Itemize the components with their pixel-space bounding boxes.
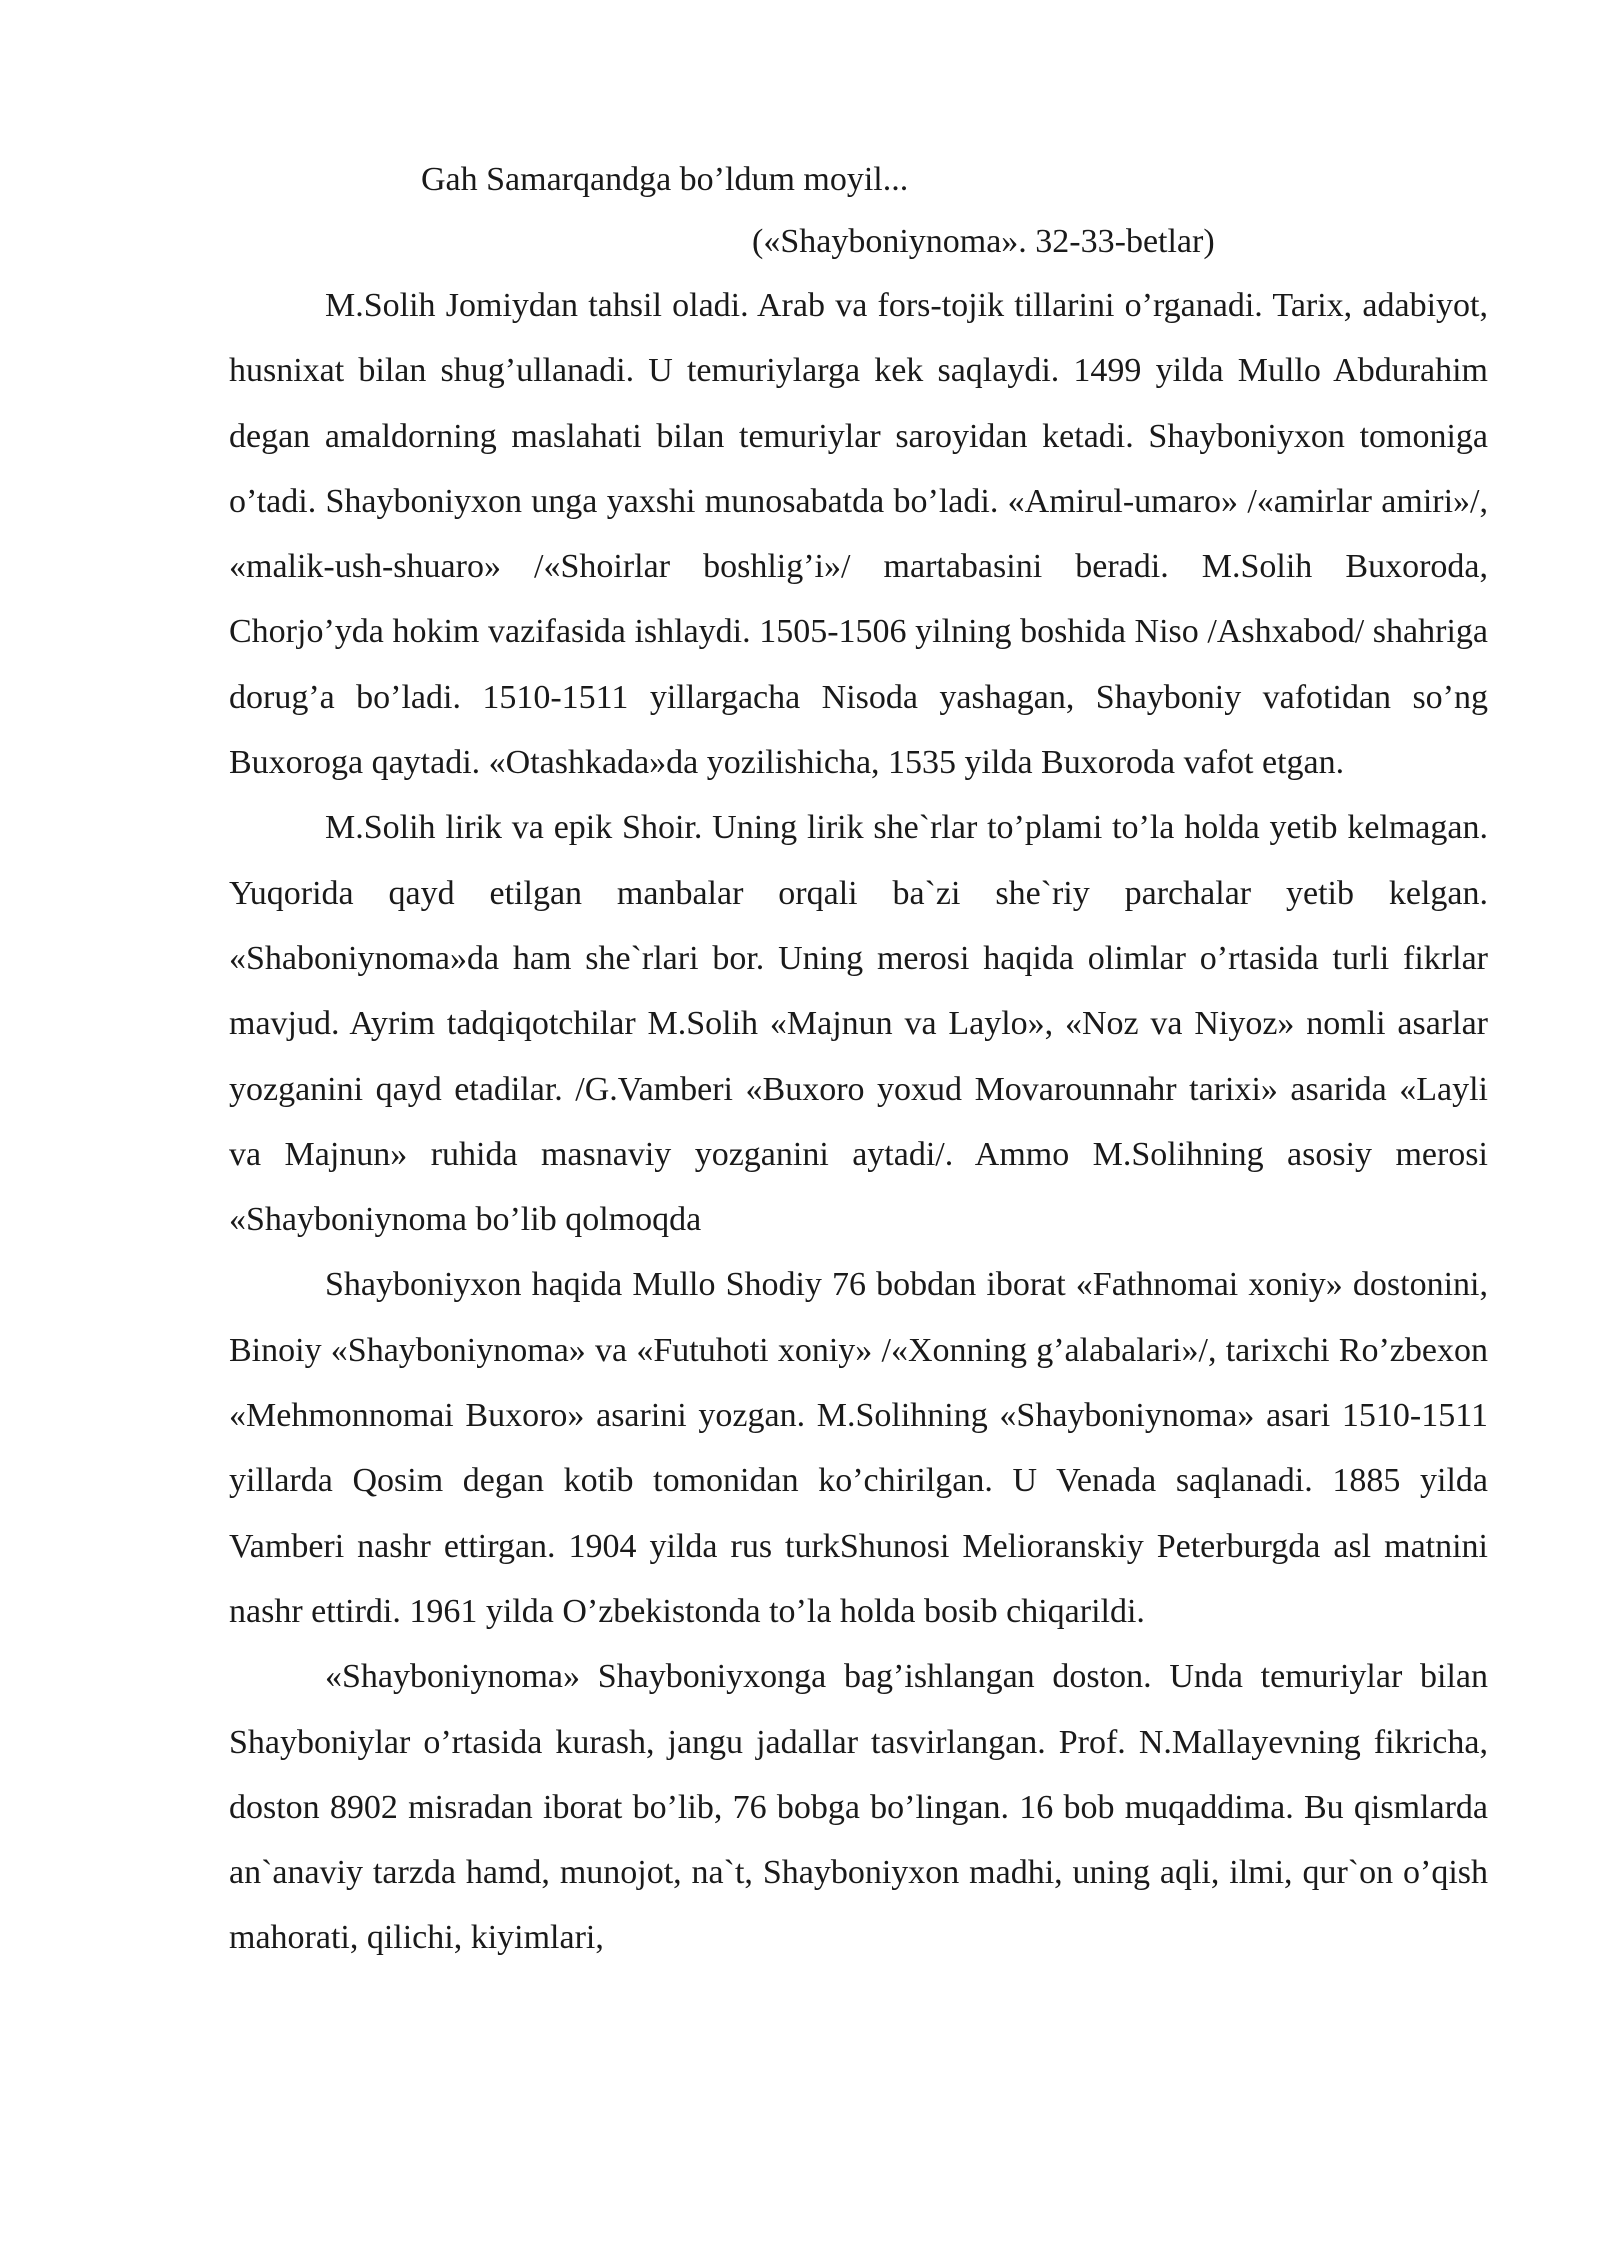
paragraph-4: «Shayboniynoma» Shayboniyxonga bag’ishlangan doston. Unda temuriylar bilan Shayboniylar o’rtasida kurash, jangu jadallar tasvirlangan. Prof. N.Mallayevning fikricha, doston 8902 misradan iborat bo’lib, 76 bobga bo’lingan. 16 bob muqaddima. Bu qismlarda an`anaviy tarzda hamd, munojot, na`t, Shayboniyxon madhi, uning aqli, ilmi, qur`on o’qish mahorati, qilichi, kiyimlari,	[229, 1658, 1488, 1957]
paragraph-2: M.Solih lirik va epik Shoir. Uning lirik she`rlar to’plami to’la holda yetib kelmagan. Yuqorida qayd etilgan manbalar orqali ba`zi she`riy parchalar yetib kelgan. «Shaboniynoma»da ham she`rlari bor. Uning merosi haqida olimlar o’rtasida turli fikrlar mavjud. Ayrim tadqiqotchilar M.Solih «Majnun va Laylo», «Noz va Niyoz» nomli asarlar yozganini qayd etadilar. /G.Vamberi «Buxoro yoxud Movarounnahr tarixi» asarida «Layli va Majnun» ruhida masnaviy yozganini aytadi/. Ammo M.Solihning asosiy merosi «Shayboniynoma bo’lib qolmoqda	[229, 809, 1488, 1239]
paragraph-3: Shayboniyxon haqida Mullo Shodiy 76 bobdan iborat «Fathnomai xoniy» dostonini, Binoiy «Shayboniynoma» va «Futuhoti xoniy» /«Xonning g’alabalari»/, tarixchi Ro’zbexon «Mehmonnomai Buxoro» asarini yozgan. M.Solihning «Shayboniynoma» asari 1510-1511 yillarda Qosim degan kotib tomonidan ko’chirilgan. U Venada saqlanadi. 1885 yilda Vamberi nashr ettirgan. 1904 yilda rus turkShunosi Melioranskiy Peterburgda asl matnini nashr ettirdi. 1961 yilda O’zbekistonda to’la holda bosib chiqarildi.	[229, 1266, 1488, 1630]
paragraph-1: M.Solih Jomiydan tahsil oladi. Arab va fors-tojik tillarini o’rganadi. Tarix, adabiyot, husnixat bilan shug’ullanadi. U temuriylarga kek saqlaydi. 1499 yilda Mullo Abdurahim degan amaldorning maslahati bilan temuriylar saroyidan ketadi. Shayboniyxon tomoniga o’tadi. Shayboniyxon unga yaxshi munosabatda bo’ladi. «Amirul-umaro» /«amirlar amiri»/, «malik-ush-shuaro» /«Shoirlar boshlig’i»/ martabasini beradi. M.Solih Buxoroda, Chorjo’yda hokim vazifasida ishlaydi. 1505-1506 yilning boshida Niso /Ashxabod/ shahriga dorug’a bo’ladi. 1510-1511 yillargacha Nisoda yashagan, Shayboniy vafotidan so’ng Buxoroga qaytadi. «Otashkada»da yozilishicha, 1535 yilda Buxoroda vafot etgan.	[229, 287, 1488, 782]
verse-source-citation: («Shayboniynoma». 32-33-betlar)	[752, 223, 1215, 260]
document-body	[229, 149, 1488, 1971]
verse-line: Gah Samarqandga bo’ldum moyil...	[421, 161, 909, 198]
